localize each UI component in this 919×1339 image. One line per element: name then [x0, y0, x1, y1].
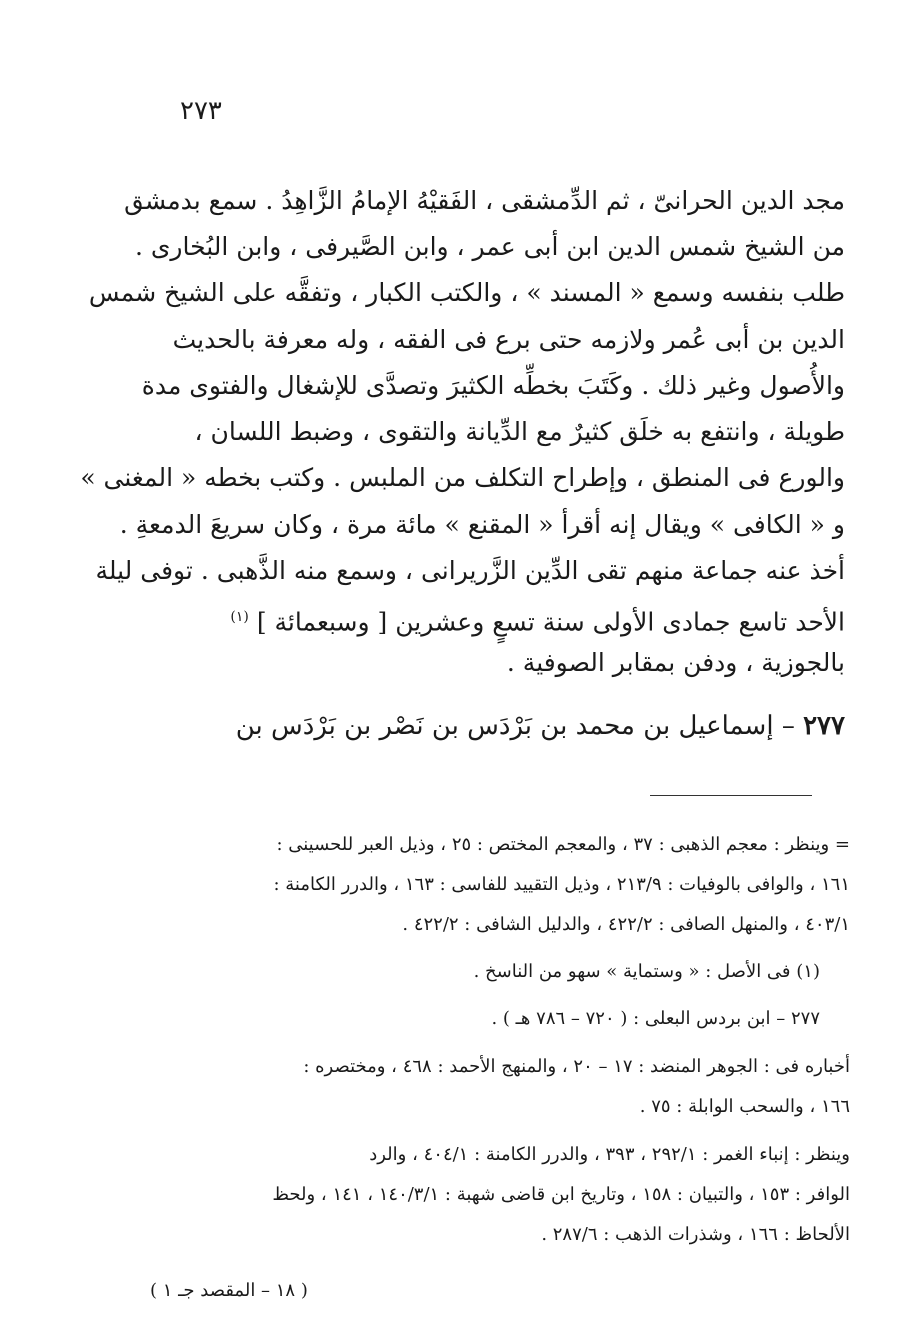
footnote-line: ١٦٦ ، والسحب الوابلة : ٧٥ . [639, 1096, 850, 1117]
footnote-line: ٢٧٧ – ابن بردس البعلى : ( ٧٢٠ – ٧٨٦ هـ ) . [491, 1008, 820, 1029]
body-line-with-footnote [135, 594, 845, 645]
footnote-line: = وينظر : معجم الذهبى : ٣٧ ، والمعجم المختص : ٢٥ ، وذيل العبر للحسينى : [276, 834, 850, 855]
footnote-line: ٤٠٣/١ ، والمنهل الصافى : ٤٢٢/٢ ، والدليل الشافى : ٤٢٢/٢ . [402, 914, 850, 935]
body-line-text: الأحد تاسع جمادى الأولى سنة تسعٍ وعشرين [ وسبعمائة ] [256, 607, 845, 637]
footnote-line: الوافر : ١٥٣ ، والتبيان : ١٥٨ ، وتاريخ ابن قاضى شهبة : ١٤٠/٣/١ ، ١٤١ ، ولحظ [272, 1184, 850, 1205]
body-line: الدين بن أبى عُمر ولازمه حتى برع فى الفقه ، وله معرفة بالحديث [172, 325, 845, 354]
body-line: أخذ عنه جماعة منهم تقى الدِّين الزَّريرانى ، وسمع منه الذَّهبى . توفى ليلة [95, 556, 845, 585]
page-number: ٢٧٣ [180, 96, 222, 126]
body-line: من الشيخ شمس الدين ابن أبى عمر ، وابن الصَّيرفى ، وابن البُخارى . [134, 232, 845, 261]
footnote-separator [650, 795, 812, 796]
body-line: طويلة ، وانتفع به خلَق كثيرٌ مع الدِّيانة والتقوى ، وضبط اللسان ، [194, 417, 845, 446]
body-line: بالجوزية ، ودفن بمقابر الصوفية . [506, 648, 845, 677]
footnote-line: وينظر : إنباء الغمر : ٢٩٢/١ ، ٣٩٣ ، والدرر الكامنة : ٤٠٤/١ ، والرد [369, 1144, 850, 1165]
entry-number: ٢٧٧ [803, 711, 845, 741]
footnote-line: الألحاظ : ١٦٦ ، وشذرات الذهب : ٢٨٧/٦ . [541, 1224, 850, 1245]
footnote-line: ١٦١ ، والوافى بالوفيات : ٢١٣/٩ ، وذيل التقييد للفاسى : ١٦٣ ، والدرر الكامنة : [273, 874, 850, 895]
footnote-line: (١) فى الأصل : « وستماية » سهو من الناسخ . [473, 961, 820, 982]
footnote-marker: (١) [230, 609, 249, 625]
entry-text: إسماعيل بن محمد بن بَرْدَس بن نَصْر بن بَرْدَس بن [235, 711, 774, 741]
footnote-line: أخباره فى : الجوهر المنضد : ١٧ – ٢٠ ، والمنهج الأحمد : ٤٦٨ ، ومختصره : [303, 1056, 850, 1077]
body-line: طلب بنفسه وسمع « المسند » ، والكتب الكبار ، وتفقَّه على الشيخ شمس [88, 278, 845, 307]
body-line: والأُصول وغير ذلك . وكَتَبَ بخطِّه الكثيرَ وتصدَّى للإشغال والفتوى مدة [141, 371, 845, 400]
body-line: و « الكافى » ويقال إنه أقرأ « المقنع » مائة مرة ، وكان سريعَ الدمعةِ . [119, 510, 845, 539]
page-footer: ( ١٨ – المقصد جـ ١ ) [150, 1280, 308, 1301]
body-line: والورع فى المنطق ، وإطراح التكلف من الملبس . وكتب بخطه « المغنى » [80, 463, 845, 492]
entry-heading [135, 703, 845, 749]
body-line: مجد الدين الحرانىّ ، ثم الدِّمشقى ، الفَقيْهُ الإمامُ الزَّاهِدُ . سمع بدمشق [124, 186, 845, 215]
entry-dash: – [781, 711, 795, 741]
